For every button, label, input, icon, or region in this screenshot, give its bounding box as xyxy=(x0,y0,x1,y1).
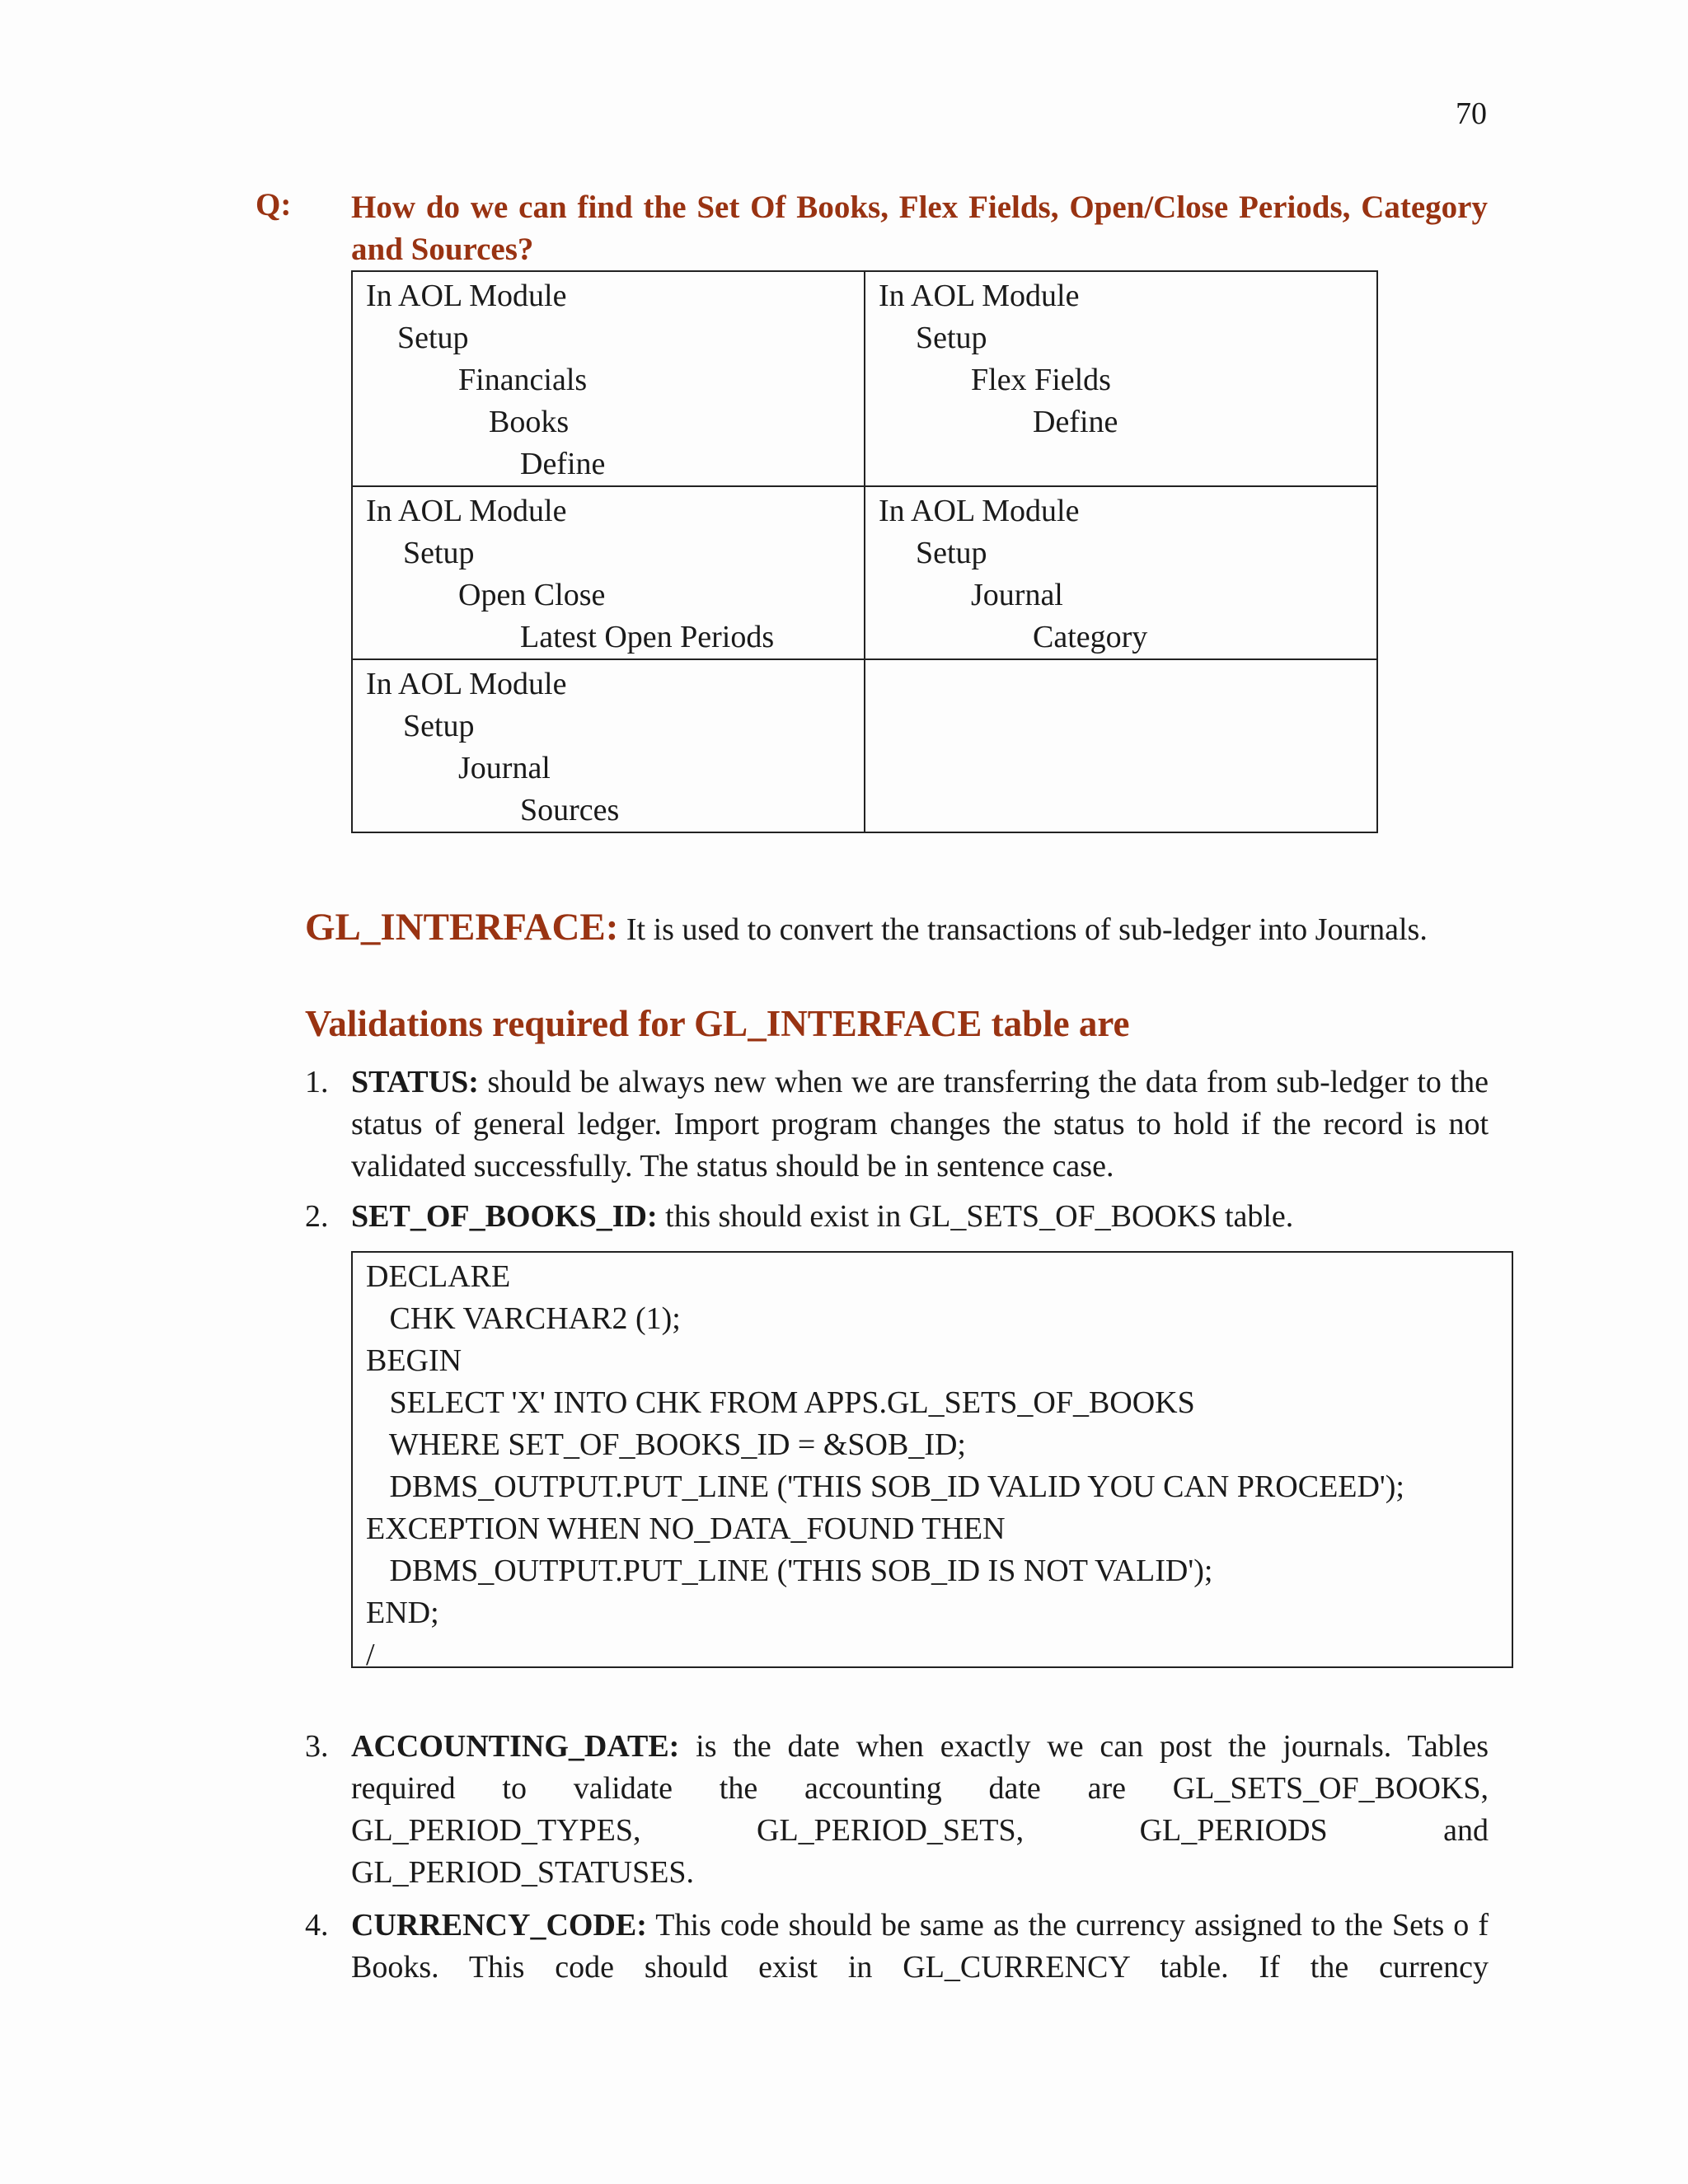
nav-step: Setup xyxy=(403,536,475,570)
question-label: Q: xyxy=(256,187,292,223)
list-item-term: CURRENCY_CODE: xyxy=(351,1908,647,1943)
gl-interface-term: GL_INTERFACE: xyxy=(305,906,619,949)
nav-step: In AOL Module xyxy=(366,279,567,313)
gl-interface-text: It is used to convert the transactions of sub-ledger into Journals. xyxy=(618,912,1428,947)
list-item-text: This code should be same as the currency assigned to the Sets o f Books. This code should exist in GL_CURRENCY table. If the currency xyxy=(351,1908,1489,1985)
nav-step: Category xyxy=(1033,620,1148,654)
nav-step: Books xyxy=(489,405,570,439)
list-item-term: STATUS: xyxy=(351,1065,479,1099)
table-cell xyxy=(352,486,865,659)
list-item-text: this should exist in GL_SETS_OF_BOOKS table. xyxy=(657,1199,1294,1234)
code-line: DBMS_OUTPUT.PUT_LINE ('THIS SOB_ID IS NOT VALID'); xyxy=(366,1554,1213,1588)
code-line: CHK VARCHAR2 (1); xyxy=(366,1301,681,1336)
list-item-term: SET_OF_BOOKS_ID: xyxy=(351,1199,658,1234)
nav-step: Financials xyxy=(458,363,588,397)
nav-step: Setup xyxy=(916,536,987,570)
list-item-text: is the date when exactly we can post the journals. Tables required to validate the accounting date are GL_SETS_OF_BOOKS, GL_PERIOD_TYPES, GL_PERIOD_SETS, GL_PERIODS and GL_PERIOD_STATUSES. xyxy=(351,1729,1489,1890)
nav-step: Setup xyxy=(403,709,475,743)
code-line: BEGIN xyxy=(366,1343,462,1378)
nav-step: Sources xyxy=(520,793,620,827)
code-line: DECLARE xyxy=(366,1259,511,1294)
nav-step: Latest Open Periods xyxy=(520,620,775,654)
nav-step: Open Close xyxy=(458,578,606,612)
page-number: 70 xyxy=(1456,96,1487,131)
nav-step: Define xyxy=(520,447,606,481)
table-row xyxy=(352,271,1377,486)
code-line: END; xyxy=(366,1596,439,1630)
nav-step: Journal xyxy=(458,751,551,785)
nav-step: In AOL Module xyxy=(879,279,1080,313)
list-item-number: 3. xyxy=(305,1729,329,1764)
table-row xyxy=(352,486,1377,659)
code-line: DBMS_OUTPUT.PUT_LINE ('THIS SOB_ID VALID YOU CAN PROCEED'); xyxy=(366,1469,1404,1504)
table-row xyxy=(352,659,1377,832)
list-item-text: should be always new when we are transferring the data from sub-ledger to the status of general ledger. Import program changes the status to hold if the record is not validated successfully. The status should be in sentence case. xyxy=(351,1065,1489,1183)
list-item xyxy=(305,1905,1489,1989)
code-line: WHERE SET_OF_BOOKS_ID = &SOB_ID; xyxy=(366,1427,966,1462)
list-item xyxy=(305,1196,1489,1238)
question-text: How do we can find the Set Of Books, Flex Fields, Open/Close Periods, Category and Sources? xyxy=(351,190,1488,267)
nav-step: Flex Fields xyxy=(971,363,1111,397)
table-cell xyxy=(352,659,865,832)
navigation-table xyxy=(351,270,1378,833)
nav-step: In AOL Module xyxy=(366,494,567,528)
table-cell xyxy=(352,271,865,486)
list-item xyxy=(305,1726,1489,1894)
nav-step: Setup xyxy=(916,321,987,355)
code-line: SELECT 'X' INTO CHK FROM APPS.GL_SETS_OF_BOOKS xyxy=(366,1385,1195,1420)
list-item-term: ACCOUNTING_DATE: xyxy=(351,1729,680,1764)
list-item xyxy=(305,1062,1489,1188)
gl-interface-definition xyxy=(305,905,1489,949)
code-line: EXCEPTION WHEN NO_DATA_FOUND THEN xyxy=(366,1511,1006,1546)
list-item-number: 2. xyxy=(305,1199,329,1234)
table-cell xyxy=(865,271,1377,486)
nav-step: In AOL Module xyxy=(366,667,567,701)
table-cell xyxy=(865,486,1377,659)
code-block xyxy=(351,1251,1513,1672)
table-cell-empty xyxy=(865,659,1377,832)
nav-step: Define xyxy=(1033,405,1118,439)
nav-step: Setup xyxy=(397,321,469,355)
list-item-number: 4. xyxy=(305,1908,329,1943)
validations-heading: Validations required for GL_INTERFACE table are xyxy=(305,1003,1130,1044)
list-item-number: 1. xyxy=(305,1065,329,1099)
nav-step: In AOL Module xyxy=(879,494,1080,528)
nav-step: Journal xyxy=(971,578,1063,612)
code-line: / xyxy=(366,1638,375,1672)
